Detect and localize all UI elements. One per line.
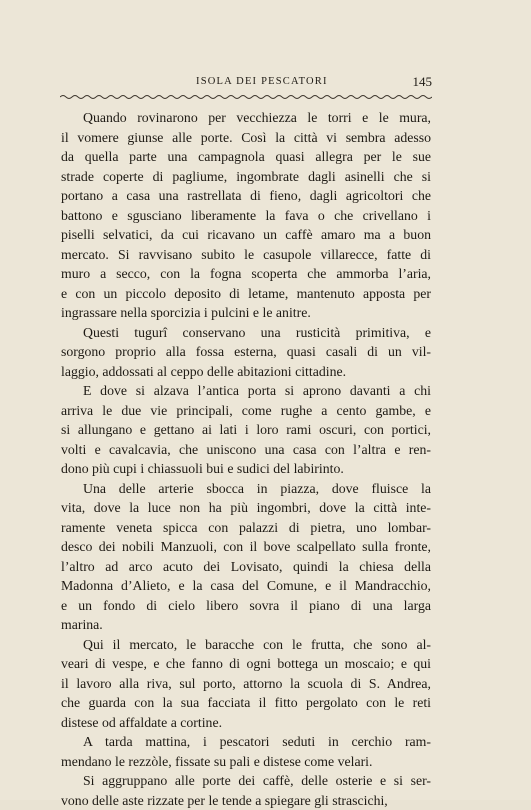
text-line: Una delle arterie sbocca in piazza, dove fluisce la xyxy=(61,479,431,499)
text-line: che guarda con la sua facciata il fitto pergolato con le reti xyxy=(61,693,431,713)
text-line: ingrassare nella sporcizia i pulcini e le anitre. xyxy=(61,303,431,323)
text-line: veari di vespe, e che fanno di ogni bottega un moscaio; e qui xyxy=(61,654,431,674)
text-line: e con un piccolo deposito di letame, mantenuto apposta per xyxy=(61,284,431,304)
text-line: distese od affaldate a cortine. xyxy=(61,713,431,733)
text-line: ramente veneta spicca con palazzi di pietra, uno lombar- xyxy=(61,518,431,538)
text-line: il lavoro alla riva, sul porto, attorno la scuola di S. Andrea, xyxy=(61,674,431,694)
text-line: strade coperte di pagliume, ingombrate dagli asinelli che si xyxy=(61,167,431,187)
paragraph xyxy=(61,771,431,810)
page-number: 145 xyxy=(413,74,433,90)
body-text xyxy=(61,108,431,810)
text-line: mercato. Si ravvisano subito le casupole villarecce, fatte di xyxy=(61,245,431,265)
text-line: vono delle aste rizzate per le tende a spiegare gli strascichi, xyxy=(61,791,431,810)
running-title: ISOLA DEI PESCATORI xyxy=(196,76,328,87)
text-line: Si aggruppano alle porte dei caffè, delle osterie e si ser- xyxy=(61,771,431,791)
paragraph xyxy=(61,323,431,382)
text-line: arriva le due vie principali, come rughe a cento gambe, e xyxy=(61,401,431,421)
text-line: laggio, addossati al ceppo delle abitazioni cittadine. xyxy=(61,362,431,382)
text-line: Madonna d’Alieto, e la casa del Comune, e il Mandracchio, xyxy=(61,576,431,596)
paragraph xyxy=(61,732,431,771)
paragraph xyxy=(61,381,431,479)
text-line: muro a secco, con la fogna scoperta che ammorba l’aria, xyxy=(61,264,431,284)
text-line: mendano le rezzòle, fissate su pali e distese come velari. xyxy=(61,752,431,772)
text-line: dono più cupi i chiassuoli bui e sudici del labirinto. xyxy=(61,459,431,479)
text-line: portano a casa una rastrellata di fieno, dagli agricoltori che xyxy=(61,186,431,206)
paragraph xyxy=(61,479,431,635)
text-line: piselli selvatici, da cui ricavano un caffè amaro ma a buon xyxy=(61,225,431,245)
text-line: Quando rovinarono per vecchiezza le torri e le mura, xyxy=(61,108,431,128)
text-line: E dove si alzava l’antica porta si aprono davanti a chi xyxy=(61,381,431,401)
text-line: Qui il mercato, le baracche con le frutta, che sono al- xyxy=(61,635,431,655)
text-line: Questi tugurî conservano una rusticità primitiva, e xyxy=(61,323,431,343)
text-line: l’altro ad arco acuto dei Lovisato, quindi la chiesa della xyxy=(61,557,431,577)
text-line: marina. xyxy=(61,615,431,635)
paragraph xyxy=(61,635,431,733)
decorative-wavy-rule xyxy=(60,93,432,101)
text-line: volti e cavalcavia, che uniscono una casa con l’altra e ren- xyxy=(61,440,431,460)
text-line: e un fondo di cielo libero sovra il piano di una larga xyxy=(61,596,431,616)
text-line: il vomere giunse alle porte. Così la città vi sembra adesso xyxy=(61,128,431,148)
text-line: si allungano e gettano ai lati i loro rami oscuri, con portici, xyxy=(61,420,431,440)
text-line: desco dei nobili Manzuoli, con il bove scalpellato sulla fronte, xyxy=(61,537,431,557)
text-line: vita, dove la luce non ha più ingombri, dove la città inte- xyxy=(61,498,431,518)
text-line: battono e sgusciano liberamente la fava o che crivellano i xyxy=(61,206,431,226)
page-header xyxy=(60,76,432,94)
paragraph xyxy=(61,108,431,323)
text-line: da quella parte una campagnola quasi allegra per le sue xyxy=(61,147,431,167)
text-line: sorgono proprio alla fossa esterna, quasi casali di un vil- xyxy=(61,342,431,362)
text-line: A tarda mattina, i pescatori seduti in cerchio ram- xyxy=(61,732,431,752)
